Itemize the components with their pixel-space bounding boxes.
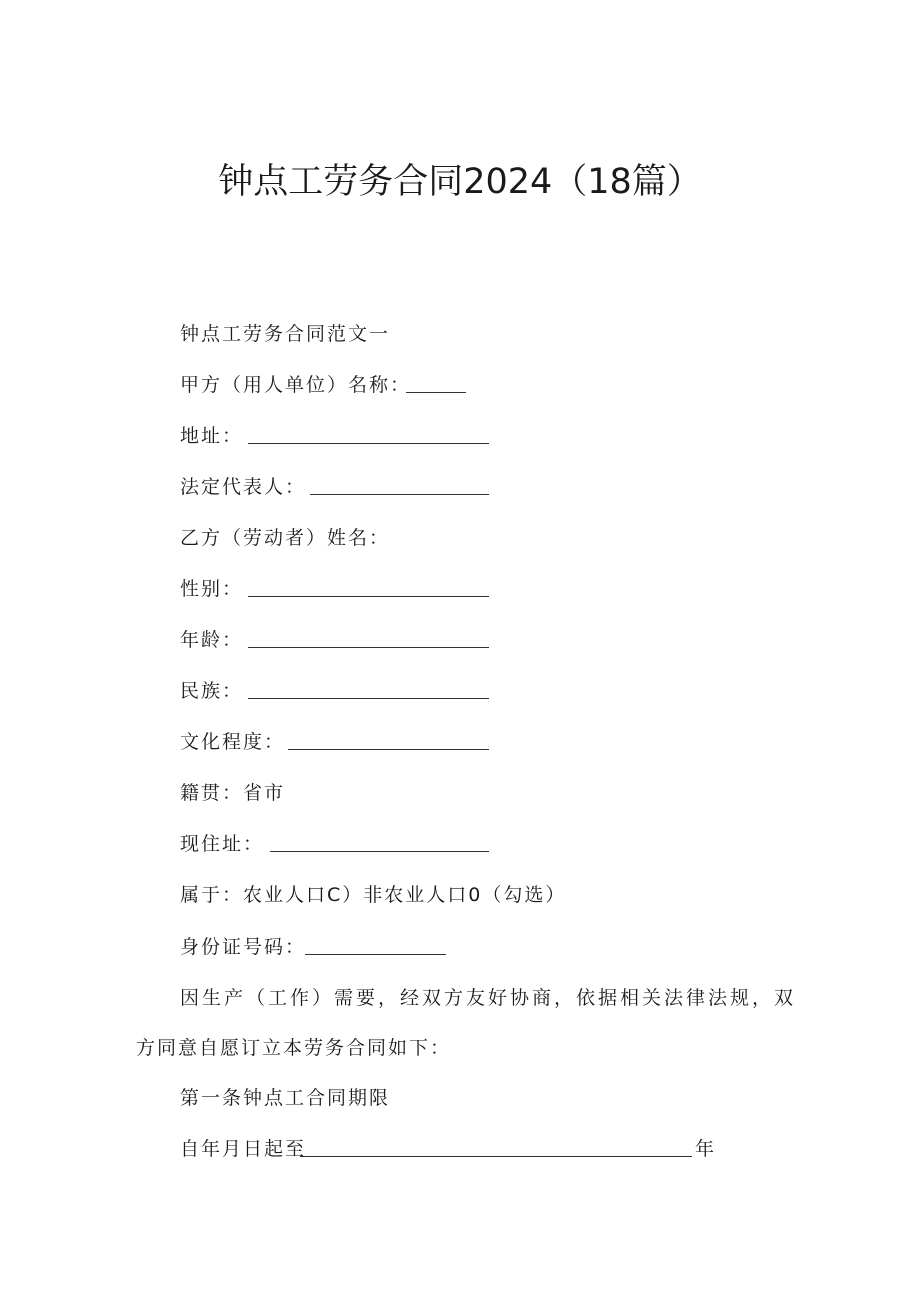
address-label: 地址： — [180, 425, 244, 447]
native-place-label: 籍贯：省市 — [180, 782, 286, 804]
gender-label: 性别： — [180, 578, 244, 600]
preamble-line-1: 因生产（工作）需要，经双方友好协商，依据相关法律法规，双 — [180, 987, 797, 1009]
id-number-blank — [305, 954, 446, 955]
article-1-text-start: 自年月日起至 — [180, 1138, 307, 1160]
gender-blank — [248, 596, 489, 597]
ethnicity-blank — [248, 698, 489, 699]
legal-rep-blank — [310, 494, 489, 495]
section-heading: 钟点工劳务合同范文一 — [180, 323, 391, 345]
current-address-label: 现住址： — [180, 833, 265, 855]
education-blank — [288, 749, 489, 750]
ethnicity-label: 民族： — [180, 680, 244, 702]
current-address-blank — [270, 851, 489, 852]
id-number-label: 身份证号码： — [180, 936, 307, 958]
education-label: 文化程度： — [180, 731, 286, 753]
document-title: 钟点工劳务合同2024（18篇） — [218, 162, 702, 202]
party-a-name-label: 甲方（用人单位）名称： — [180, 374, 412, 396]
party-b-name-label: 乙方（劳动者）姓名： — [180, 527, 391, 549]
legal-rep-label: 法定代表人： — [180, 476, 307, 498]
party-a-name-blank — [406, 392, 466, 393]
hukou-type-label: 属于：农业人口C）非农业人口0（勾选） — [180, 884, 567, 906]
address-blank — [248, 443, 489, 444]
age-blank — [248, 647, 489, 648]
article-1-heading: 第一条钟点工合同期限 — [180, 1087, 391, 1109]
age-label: 年龄： — [180, 629, 244, 651]
preamble-line-2: 方同意自愿订立本劳务合同如下： — [136, 1037, 452, 1059]
article-1-date-blank — [300, 1156, 692, 1157]
article-1-text-end: 年 — [695, 1138, 717, 1160]
